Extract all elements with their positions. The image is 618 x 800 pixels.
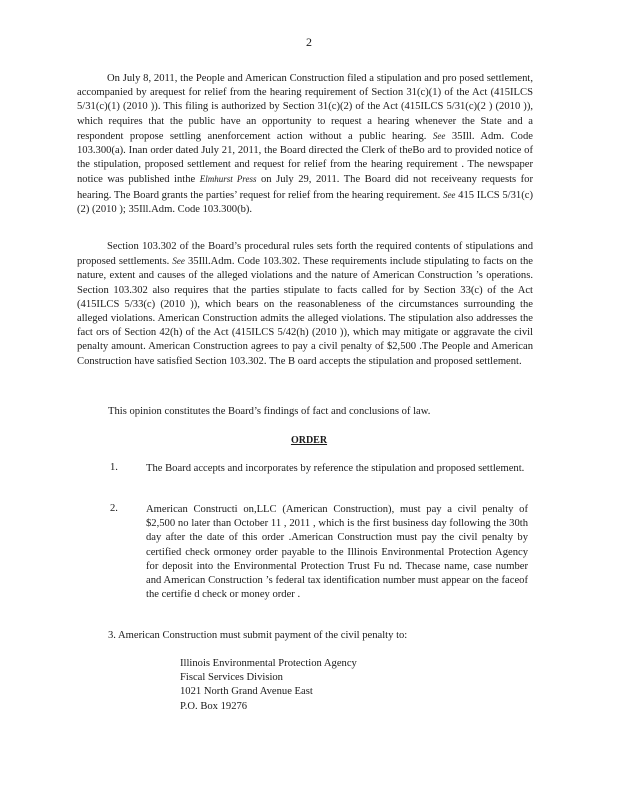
see-signal: See	[432, 130, 446, 141]
see-signal: See	[442, 189, 456, 200]
paragraph-text: On July 8, 2011, the People and American Construction filed a stipulation and pro posed settlement, accompanied by arequest for relief from the hearing requirement of Section 31(c)(1) of the Act (415ILCS 5/31(c)(1) (2010 )). This filing is authorized by Section 31(c)(2) of the Act (415ILCS 5/31(c)(2 ) (2010 )), which requires that the public have an opportunity to request a hearing whenever the State and a respondent propose settling anenforcement action without a public hearing.	[77, 73, 533, 142]
order-item-text: The Board accepts and incorporates by reference the stipulation and proposed settlement.	[146, 463, 525, 474]
paragraph-text: Section 103.302 of the Board’s procedural rules sets forth the required contents of stipulations and proposed settlements.	[77, 241, 533, 268]
address-line: Fiscal Services Division	[180, 672, 283, 684]
payment-address	[180, 657, 357, 714]
paragraph-text: on July 29, 2011. The Board did not receiveany requests for hearing. The Board grants the parties’ request for relief from the hearing requirement.	[77, 174, 534, 201]
address-line: P.O. Box 19276	[180, 700, 248, 712]
page-number: 2	[306, 35, 312, 49]
paragraph-stipulation	[77, 72, 533, 217]
paragraph-text: 415 ILCS 5/31(c)(2) (2010 ); 35Ill.Adm. Code 103.300(b).	[77, 189, 533, 215]
order-item-3	[108, 630, 407, 641]
newspaper-name: Elmhurst Press	[199, 174, 257, 185]
address-line: 1021 North Grand Avenue East	[180, 686, 313, 698]
paragraph-findings: This opinion constitutes the Board’s findings of fact and conclusions of law.	[108, 406, 431, 417]
order-item-text: American Construction must submit payment of the civil penalty to:	[118, 630, 408, 641]
paragraph-text: 35Ill.Adm. Code 103.302. These requirements include stipulating to facts on the nature, extent and causes of the alleged violations and the nature of American Construction ’s operations. Section 103.302 also requires that the parties stipulate to facts called for by Section 33(c) of the Act (415ILCS 5/33(c) (2010 )), which bears on the reasonableness of the circumstances surrounding the alleged violations. American Construction admits the alleged violations. The stipulation also addresses the fact ors of Section 42(h) of the Act (415ILCS 5/42(h) (2010 )), which may mitigate or aggravate the civil penalty amount. American Construction agrees to pay a civil penalty of $2,500 .The People and American Construction have satisfied Section 103.302. The B oard accepts the stipulation and proposed settlement.	[77, 256, 533, 367]
order-item-text: American Constructi on,LLC (American Construction), must pay a civil penalty of $2,500 no later than October 11 , 2011 , which is the first business day following the 30th day after the date of this order .American Construction must pay the civil penalty by certified check ormoney order payable to the Illinois Environmental Protection Agency for deposit into the Environmental Protection Trust Fu nd. Thecase name, case number and American Construction ’s federal tax identification number must appear on the faceof the certifie d check or money order .	[146, 504, 528, 601]
order-item-number: 3.	[108, 630, 116, 641]
address-line: Illinois Environmental Protection Agency	[180, 658, 357, 669]
order-item-number: 1.	[110, 462, 118, 473]
paragraph-text: 35Ill. Adm. Code 103.300(a). Inan order dated July 21, 2011, the Board directed the Clerk of theBo ard to provided notice of the stipulation, proposed settlement and request for relief from the hearing requirement . The newspaper notice was published inthe	[77, 130, 533, 186]
order-item-number: 2.	[110, 503, 118, 514]
paragraph-procedural-rules	[77, 240, 533, 369]
order-heading: ORDER	[290, 435, 328, 446]
see-signal: See	[172, 256, 185, 267]
